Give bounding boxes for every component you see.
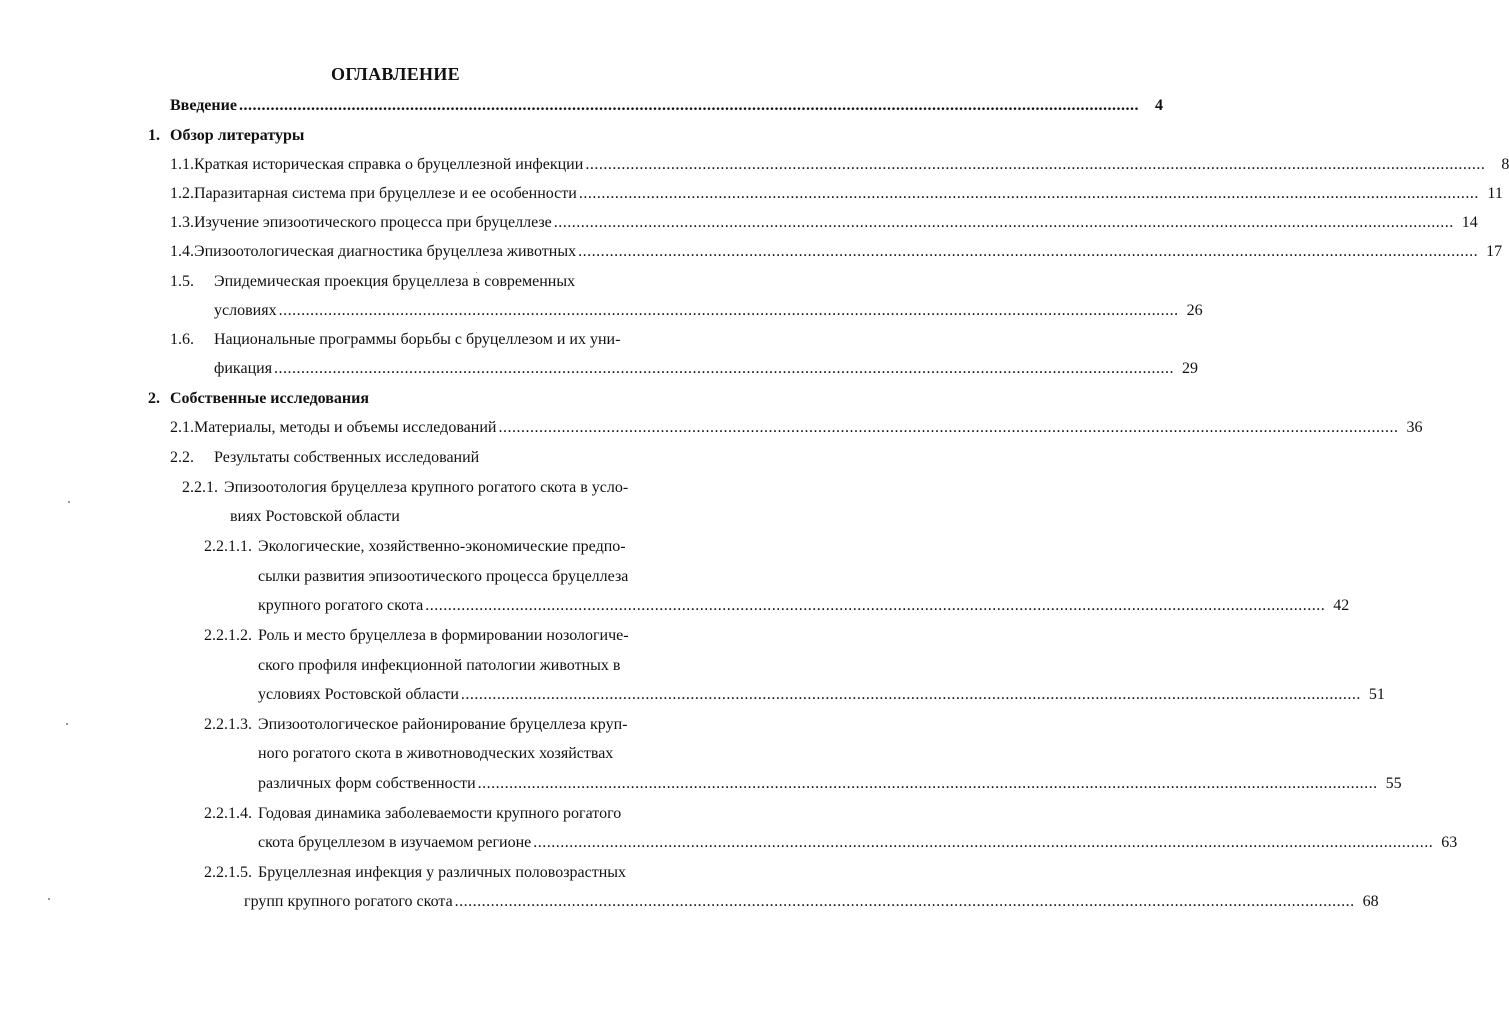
toc-page-number: 36 [1406,419,1423,436]
toc-entry-2-2-1-1-line1 [204,535,626,559]
toc-page-number: 8 [1501,156,1509,173]
toc-entry-label: виях Ростовской области [230,508,400,525]
section-number: 2.2.1.2. [204,627,252,644]
dot-leader: ........................................................................................................................................................................................................ [278,302,1179,319]
dot-leader: ........................................................................................................................................................................................................ [454,893,1355,910]
toc-page-number: 17 [1486,243,1503,260]
dot-leader: ........................................................................................................................................................................................................ [498,419,1399,436]
toc-entry-label: Изучение эпизоотического процесса при бруцеллезе [194,214,552,231]
chapter-label: Собственные исследования [170,390,370,407]
toc-entry-2-1 [170,416,1423,440]
toc-entry-2-2-1-1-line3 [258,594,1350,618]
toc-entry-label: Материалы, методы и объемы исследований [194,419,497,436]
toc-entry-2-2-1-3-line1 [204,713,627,737]
toc-entry-intro [170,94,1163,118]
toc-entry-2-2-1-line2 [230,505,400,529]
toc-entry-2-2-1-4-line1 [204,802,621,826]
toc-entry-2-2-1-2-line3 [258,683,1385,707]
toc-entry-1-2 [170,182,1503,206]
toc-page-number: 51 [1368,686,1385,703]
section-number: 1.3. [170,214,194,231]
toc-entry-label: Эпизоотология бруцеллеза крупного рогатого скота в усло- [224,479,629,496]
dot-leader: ........................................................................................................................................................................................................ [238,97,1139,114]
section-number: 2.1. [170,419,194,436]
section-number: 1.2. [170,185,194,202]
dot-leader: ........................................................................................................................................................................................................ [477,775,1378,792]
toc-entry-label: групп крупного рогатого скота [244,893,453,910]
toc-entry-1-6-line2 [214,357,1199,381]
section-number: 1.1. [170,156,194,173]
toc-entry-label: Эпизоотологическая диагностика бруцеллеза животных [194,243,577,260]
scan-speck [68,501,70,503]
toc-entry-label: ского профиля инфекционной патологии животных в [258,657,621,674]
toc-entry-label: Эпизоотологическое районирование бруцеллеза круп- [258,716,628,733]
toc-entry-1-5-line1 [170,270,575,294]
toc-entry-2-2-1-5-line1 [204,861,626,885]
scan-speck [476,272,477,273]
toc-entry-label: Роль и место бруцеллеза в формировании нозологиче- [258,627,629,644]
toc-entry-2-2-1-3-line3 [258,772,1402,796]
toc-entry-label: Бруцеллезная инфекция у различных половозрастных [258,864,627,881]
toc-entry-label: Эпидемическая проекция бруцеллеза в современных [214,273,576,290]
dot-leader: ........................................................................................................................................................................................................ [578,185,1479,202]
chapter-label: Обзор литературы [170,127,305,144]
toc-page-number: 14 [1461,214,1478,231]
toc-entry-label: Экологические, хозяйственно-экономические предпо- [258,538,626,555]
toc-entry-1-3 [170,211,1478,235]
scan-speck [48,898,50,900]
toc-entry-2-2-1-line1 [182,476,628,500]
section-number: 2.2.1.1. [204,538,252,555]
toc-page-number: 42 [1333,597,1350,614]
toc-entry-1-4 [170,240,1503,264]
section-number: 1.4. [170,243,194,260]
toc-entry-2-2-1-1-line2 [258,565,628,589]
toc-entry-label: условиях [214,302,277,319]
toc-entry-2-2-1-3-line2 [258,742,613,766]
toc-entry-2-2 [170,446,479,470]
section-number: 1.5. [170,273,194,290]
toc-entry-label: Результаты собственных исследований [214,449,480,466]
dot-leader: ........................................................................................................................................................................................................ [533,834,1434,851]
toc-chapter-1 [148,124,304,148]
toc-entry-2-2-1-2-line2 [258,654,620,678]
toc-entry-label: Паразитарная система при бруцеллезе и ее особенности [194,185,577,202]
toc-entry-2-2-1-2-line1 [204,624,629,648]
toc-entry-label: сылки развития эпизоотического процесса бруцеллеза [258,568,629,585]
dot-leader: ........................................................................................................................................................................................................ [578,243,1479,260]
toc-page-number: 4 [1154,97,1163,114]
dot-leader: ........................................................................................................................................................................................................ [425,597,1326,614]
section-number: 2.2. [170,449,194,466]
section-number: 2.2.1.4. [204,805,252,822]
dot-leader: ........................................................................................................................................................................................................ [585,156,1486,173]
toc-page-number: 26 [1186,302,1203,319]
toc-entry-label: Годовая динамика заболеваемости крупного рогатого [258,805,622,822]
toc-page-number: 55 [1385,775,1402,792]
toc-entry-1-1 [170,153,1509,177]
toc-chapter-2 [148,387,369,411]
toc-entry-1-5-line2 [214,299,1203,323]
section-number: 2.2.1.3. [204,716,252,733]
toc-entry-2-2-1-4-line2 [258,831,1458,855]
toc-entry-label: скота бруцеллезом в изучаемом регионе [258,834,532,851]
chapter-number: 1. [148,127,160,144]
toc-page-number: 63 [1441,834,1458,851]
toc-entry-label: Введение [170,97,237,114]
section-number: 1.6. [170,331,194,348]
toc-page-number: 11 [1487,185,1503,202]
toc-entry-label: условиях Ростовской области [258,686,459,703]
toc-entry-label: фикация [214,360,273,377]
toc-entry-2-2-1-5-line2 [244,890,1379,914]
dot-leader: ........................................................................................................................................................................................................ [460,686,1361,703]
toc-entry-label: различных форм собственности [258,775,476,792]
chapter-number: 2. [148,390,160,407]
toc-entry-label: ного рогатого скота в животноводческих хозяйствах [258,745,614,762]
section-number: 2.2.1.5. [204,864,252,881]
toc-page-number: 29 [1182,360,1199,377]
dot-leader: ........................................................................................................................................................................................................ [274,360,1175,377]
toc-entry-1-6-line1 [170,328,620,352]
toc-entry-label: крупного рогатого скота [258,597,424,614]
dot-leader: ........................................................................................................................................................................................................ [553,214,1454,231]
page-title: ОГЛАВЛЕНИЕ [331,64,460,84]
toc-entry-label: Национальные программы борьбы с бруцеллезом и их уни- [214,331,621,348]
toc-entry-label: Краткая историческая справка о бруцеллезной инфекции [194,156,584,173]
toc-page-number: 68 [1362,893,1379,910]
scan-speck [66,723,68,725]
section-number: 2.2.1. [182,479,218,496]
